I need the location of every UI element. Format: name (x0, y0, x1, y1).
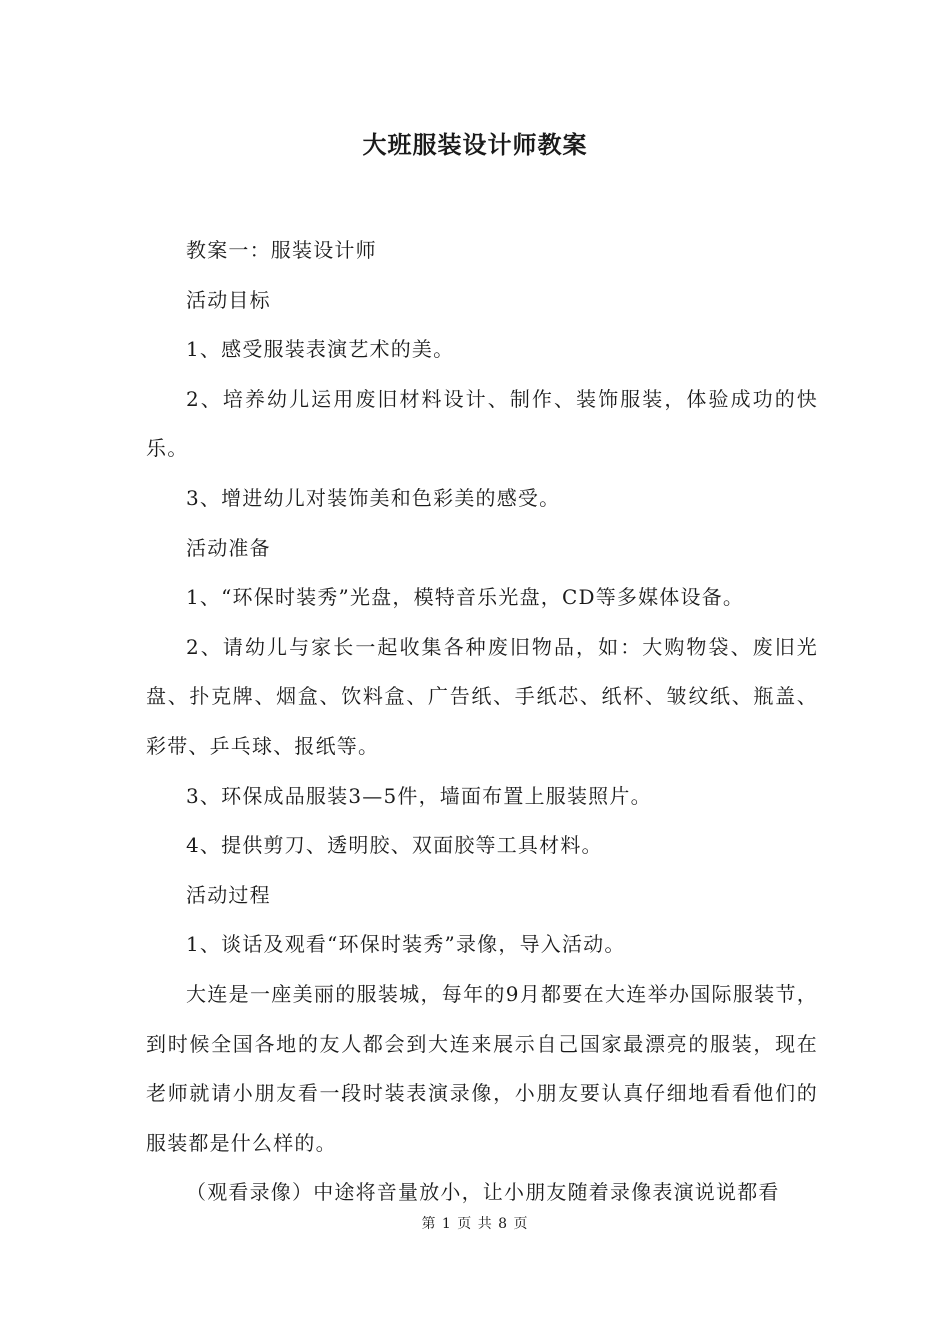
paragraph-lesson-heading: 教案一：服装设计师 (186, 238, 377, 262)
paragraph-section-preparation: 活动准备 (186, 535, 271, 560)
paragraph-section-goals: 活动目标 (186, 287, 271, 312)
page-number-footer: 第 1 页 共 8 页 (421, 1216, 529, 1232)
paragraph-prep-1: 1、“环保时装秀”光盘，模特音乐光盘，CD等多媒体设备。 (186, 585, 745, 610)
document-body (146, 226, 818, 1218)
paragraph-process-1: 1、谈话及观看“环保时装秀”录像，导入活动。 (186, 932, 626, 957)
paragraph-process-intro: 大连是一座美丽的服装城，每年的9月都要在大连举办国际服装节，到时候全国各地的友人都会到大连来展示自己国家最漂亮的服装，现在老师就请小朋友看一段时装表演录像，小朋友要认真仔细地看看他们的服装都是什么样的。 (146, 981, 818, 1155)
paragraph-prep-3: 3、环保成品服装3—5件，墙面布置上服装照片。 (186, 783, 652, 808)
paragraph-process-watch: （观看录像）中途将音量放小，让小朋友随着录像表演说说都看 (186, 1180, 780, 1205)
document-title: 大班服装设计师教案 (362, 130, 588, 159)
paragraph-section-process: 活动过程 (186, 882, 271, 907)
paragraph-prep-2: 2、请幼儿与家长一起收集各种废旧物品，如：大购物袋、废旧光盘、扑克牌、烟盒、饮料盒、广告纸、手纸芯、纸杯、皱纹纸、瓶盖、彩带、乒乓球、报纸等。 (146, 634, 818, 758)
paragraph-goal-2: 2、培养幼儿运用废旧材料设计、制作、装饰服装，体验成功的快乐。 (146, 386, 818, 461)
paragraph-prep-4: 4、提供剪刀、透明胶、双面胶等工具材料。 (186, 833, 603, 858)
paragraph-goal-3: 3、增进幼儿对装饰美和色彩美的感受。 (186, 485, 561, 510)
paragraph-goal-1: 1、感受服装表演艺术的美。 (186, 337, 455, 362)
